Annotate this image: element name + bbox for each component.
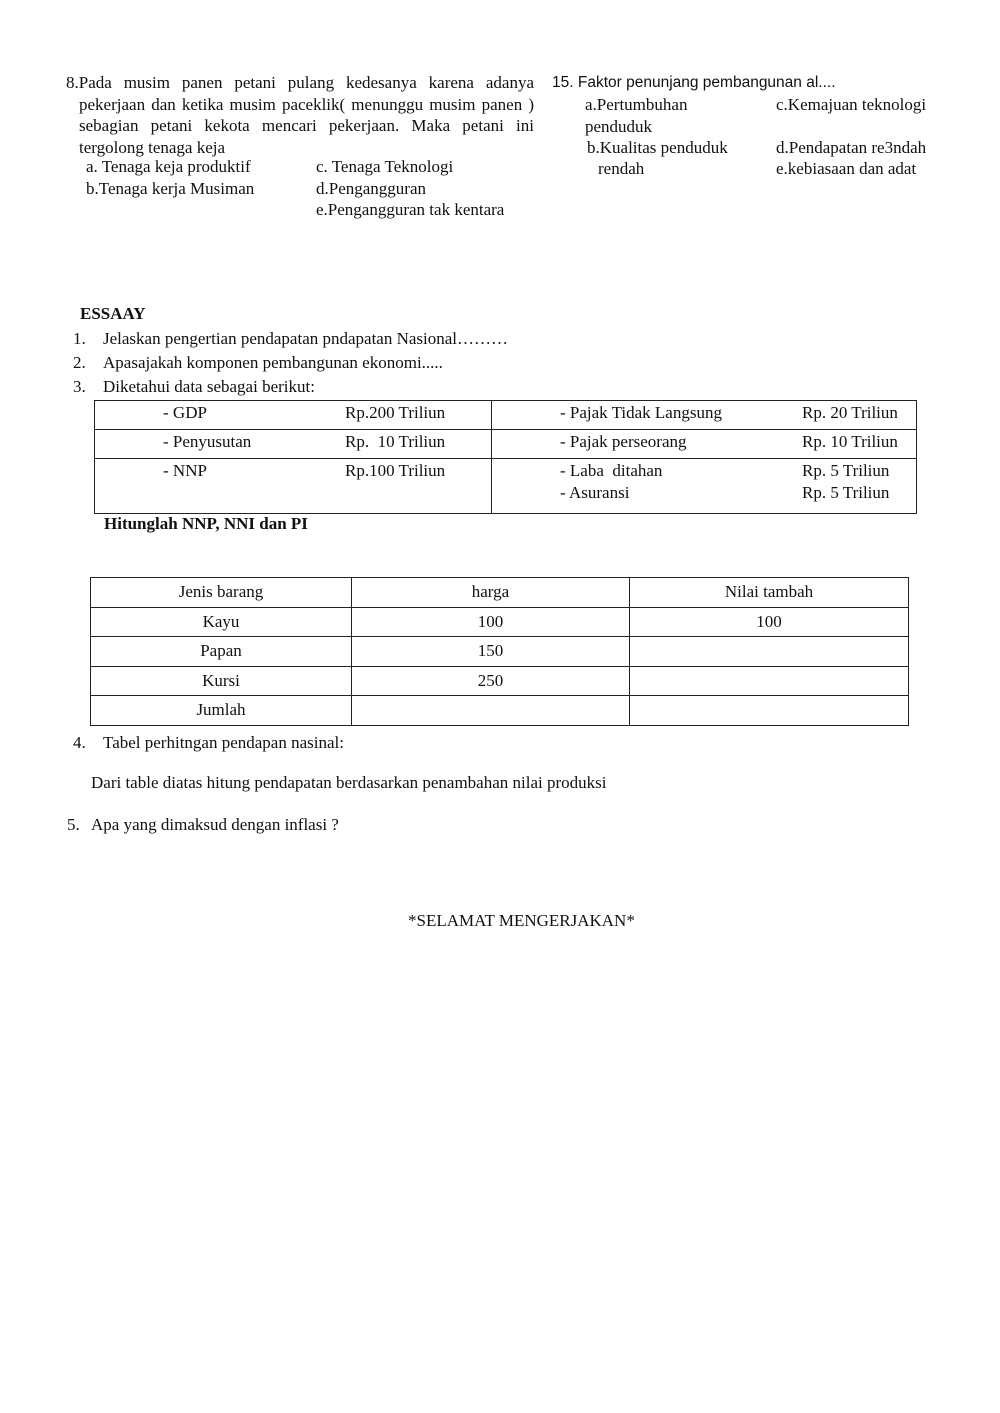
data-table-left-cell-3 <box>95 459 492 514</box>
data-label: - Asuransi <box>560 483 630 502</box>
data-table-right-cell-1 <box>492 401 917 430</box>
closing-message: *SELAMAT MENGERJAKAN* <box>408 911 635 930</box>
essay-q3-text: Diketahui data sebagai berikut: <box>103 377 315 396</box>
table-cell: Papan <box>91 637 352 667</box>
q15-option-c: c.Kemajuan teknologi <box>776 95 927 114</box>
essay-q5-number: 5. <box>67 815 80 834</box>
q15-option-d: d.Pendapatan re3ndah <box>776 138 927 157</box>
table-header-cell: harga <box>352 578 630 608</box>
table-cell <box>352 696 630 726</box>
table-cell <box>630 696 909 726</box>
table-row <box>91 607 909 637</box>
data-value: Rp.100 Triliun <box>345 461 446 480</box>
q15-option-e: e.kebiasaan dan adat <box>776 159 917 178</box>
q15-option-a-line1: a.Pertumbuhan <box>585 95 688 114</box>
data-value: Rp. 20 Triliun <box>802 403 898 422</box>
q15-option-a-line2: penduduk <box>585 117 653 136</box>
data-label: - Penyusutan <box>163 432 252 451</box>
essay-q4-task: Dari table diatas hitung pendapatan berdasarkan penambahan nilai produksi <box>91 773 607 792</box>
essay-q2-number: 2. <box>73 353 86 372</box>
question-15-text: 15. Faktor penunjang pembangunan al.... <box>552 74 836 91</box>
table-row <box>91 637 909 667</box>
q8-option-c: c. Tenaga Teknologi <box>316 157 454 176</box>
table-header-cell: Nilai tambah <box>630 578 909 608</box>
question-8-text: 8.Pada musim panen petani pulang kedesanya karena adanya pekerjaan dan ketika musim paceklik( menunggu musim panen ) sebagian petani kekota mencari pekerjaan. Maka petani ini tergolong tenaga keja <box>66 73 534 157</box>
data-label: - Pajak perseorang <box>560 432 687 451</box>
essay-q3-number: 3. <box>73 377 86 396</box>
data-label: - Pajak Tidak Langsung <box>560 403 722 422</box>
essay-q1-number: 1. <box>73 329 86 348</box>
data-value: Rp. 10 Triliun <box>345 432 446 451</box>
table-cell: 100 <box>630 607 909 637</box>
data-table-left-cell-2 <box>95 430 492 459</box>
table-cell: Kursi <box>91 666 352 696</box>
q8-option-d: d.Pengangguran <box>316 179 427 198</box>
q8-option-a: a. Tenaga keja produktif <box>86 157 251 176</box>
essay-q2-text: Apasajakah komponen pembangunan ekonomi..... <box>103 353 443 372</box>
data-value: Rp.200 Triliun <box>345 403 446 422</box>
data-label: - Laba ditahan <box>560 461 663 480</box>
table-cell: 150 <box>352 637 630 667</box>
essay-heading: ESSAAY <box>80 304 146 323</box>
data-value: Rp. 5 Triliun <box>802 483 890 502</box>
table-row <box>91 696 909 726</box>
value-added-table <box>90 577 909 726</box>
essay-q4-number: 4. <box>73 733 86 752</box>
data-label: - NNP <box>163 461 207 480</box>
table-cell: Kayu <box>91 607 352 637</box>
table-cell <box>630 666 909 696</box>
table-row <box>91 666 909 696</box>
q15-option-b-line2: rendah <box>598 159 645 178</box>
table-cell <box>630 637 909 667</box>
data-table-right-cell-2 <box>492 430 917 459</box>
data-table-right-cell-3 <box>492 459 917 514</box>
table-header-cell: Jenis barang <box>91 578 352 608</box>
question-8 <box>66 72 534 158</box>
essay-q1-text: Jelaskan pengertian pendapatan pndapatan Nasional……… <box>103 329 509 348</box>
essay-q3-task: Hitunglah NNP, NNI dan PI <box>104 514 308 533</box>
data-label: - GDP <box>163 403 207 422</box>
data-value: Rp. 5 Triliun <box>802 461 890 480</box>
national-income-data-table <box>94 400 917 514</box>
table-cell: 250 <box>352 666 630 696</box>
essay-q4-text: Tabel perhitngan pendapan nasinal: <box>103 733 344 752</box>
table-cell: Jumlah <box>91 696 352 726</box>
essay-q5-text: Apa yang dimaksud dengan inflasi ? <box>91 815 339 834</box>
q15-option-b-line1: b.Kualitas penduduk <box>587 138 728 157</box>
q8-option-b: b.Tenaga kerja Musiman <box>86 179 255 198</box>
q8-option-e: e.Pengangguran tak kentara <box>316 200 505 219</box>
data-table-left-cell-1 <box>95 401 492 430</box>
table-cell: 100 <box>352 607 630 637</box>
data-value: Rp. 10 Triliun <box>802 432 898 451</box>
